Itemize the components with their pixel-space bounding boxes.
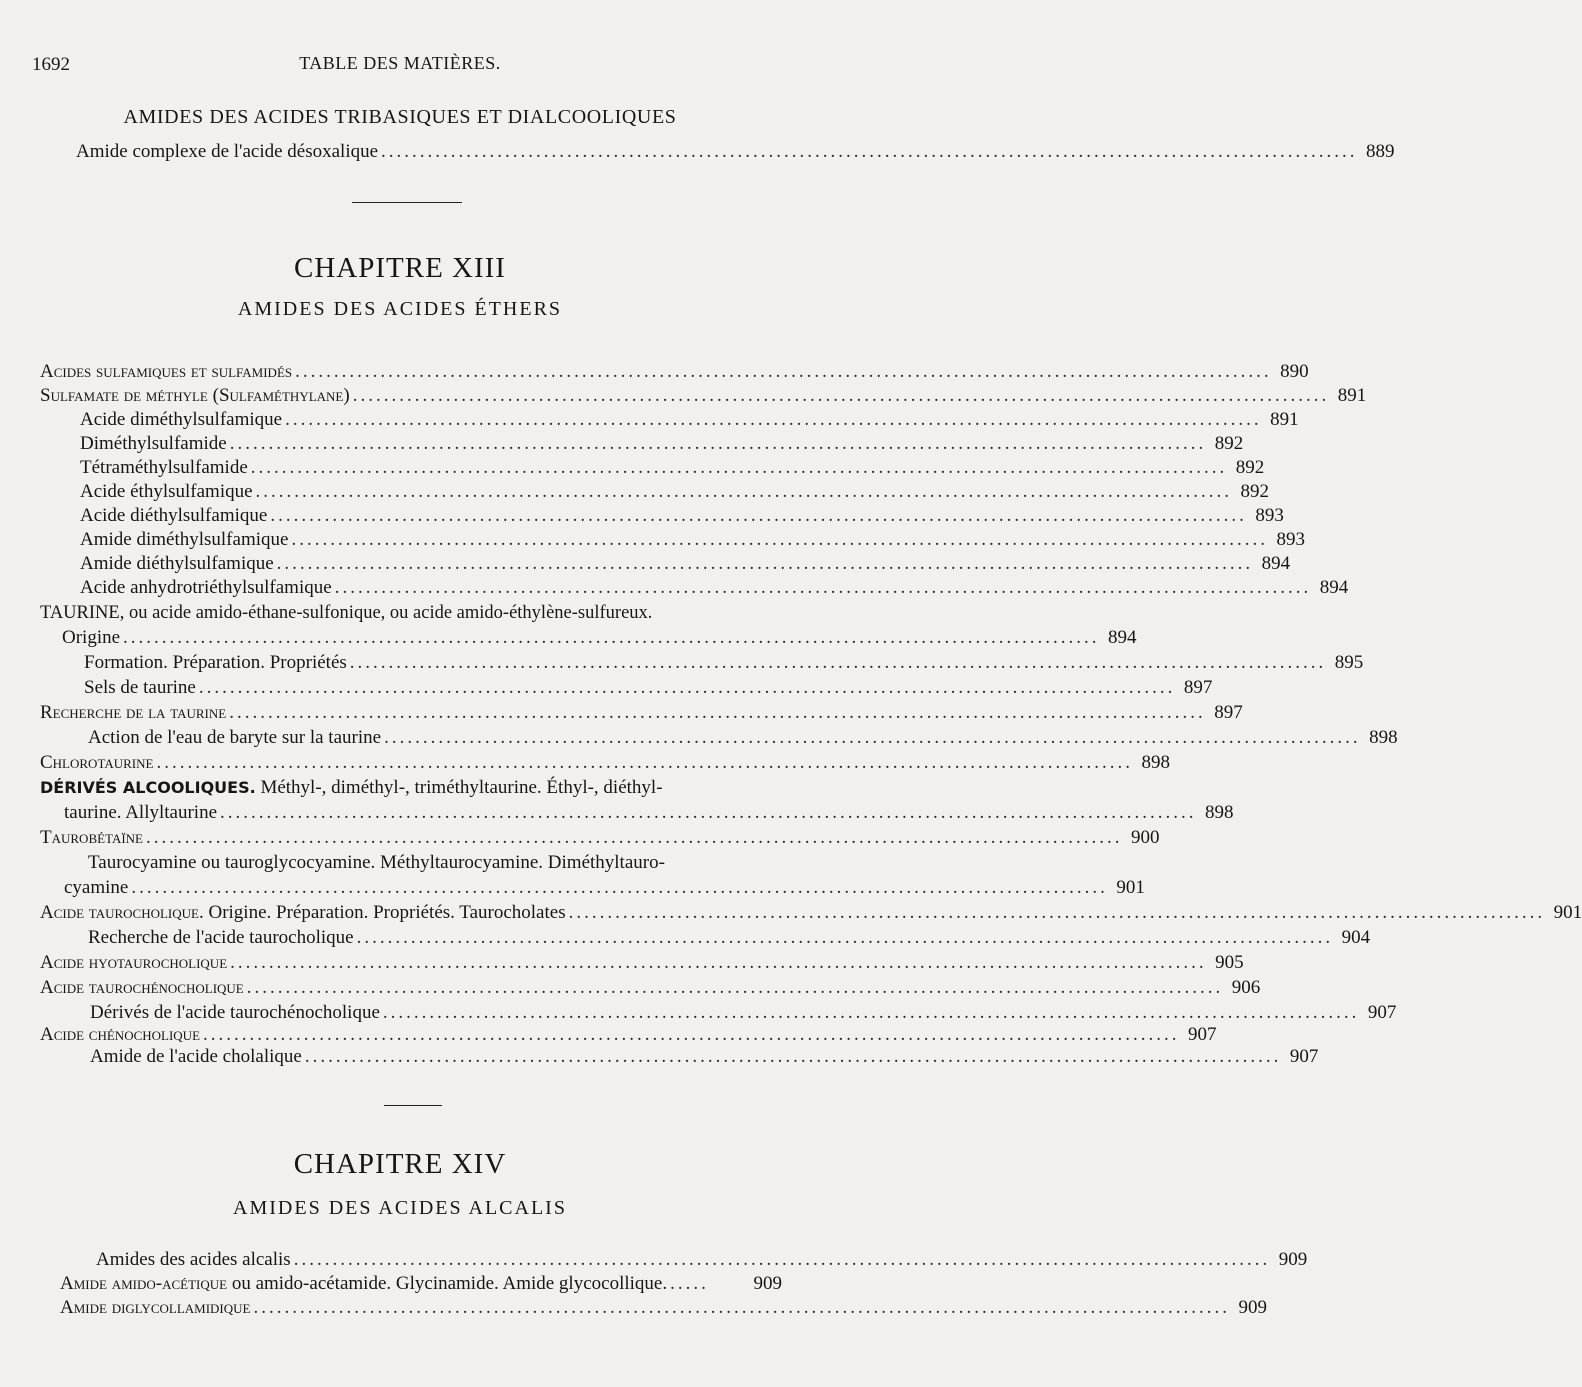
toc-entry-label: Acide diméthylsulfamique — [80, 409, 283, 430]
dot-leader: .............................................................................................................................. — [381, 141, 1358, 162]
dot-leader: .............................................................................................................................. — [295, 361, 1272, 382]
dot-leader: .............................................................................................................................. — [384, 727, 1361, 748]
toc-entry — [40, 751, 1170, 775]
toc-entry — [80, 528, 1305, 552]
toc-entry-label-sc: Acide taurocholique. — [40, 902, 204, 923]
toc-entry-page: 898 — [1141, 752, 1170, 773]
toc-entry-label: Amides des acides alcalis — [96, 1249, 291, 1270]
toc-entry — [90, 1045, 1319, 1069]
toc-entry — [64, 801, 1234, 825]
toc-entry-label — [40, 901, 566, 925]
toc-entry — [80, 576, 1349, 600]
dot-leader: .............................................................................................................................. — [334, 577, 1312, 598]
toc-entry — [96, 1248, 1308, 1272]
toc-entry — [60, 1296, 1267, 1320]
dot-leader: .............................................................................................................................. — [255, 481, 1233, 502]
dot-leader: .............................................................................................................................. — [146, 827, 1123, 848]
toc-entry-page: 897 — [1183, 677, 1213, 698]
toc-entry-label: Amide complexe de l'acide désoxalique — [76, 141, 379, 162]
toc-entry-label: taurine. Allyltaurine — [64, 802, 218, 823]
toc-entry-label: Origine — [62, 627, 121, 648]
toc-entry-page: 905 — [1215, 952, 1244, 973]
toc-entry — [40, 951, 1244, 975]
toc-entry-page: 893 — [1276, 529, 1305, 550]
toc-entry-page: 909 — [753, 1273, 782, 1294]
chapter-title-13: CHAPITRE XIII — [294, 252, 506, 284]
toc-entry-page: 904 — [1341, 927, 1371, 948]
section-divider — [352, 202, 462, 203]
dot-leader: .............................................................................................................................. — [568, 902, 1546, 923]
toc-entry — [84, 676, 1213, 700]
toc-entry-page: 901 — [1553, 902, 1582, 923]
toc-entry — [88, 926, 1371, 950]
toc-entry — [80, 432, 1244, 456]
toc-entry-page: 907 — [1188, 1024, 1217, 1045]
toc-entry-page: 890 — [1280, 361, 1309, 382]
toc-entry-page: 909 — [1278, 1249, 1308, 1270]
dot-leader: .............................................................................................................................. — [123, 627, 1100, 648]
toc-entry-page: 897 — [1214, 702, 1243, 723]
toc-entry-label: Amide de l'acide cholalique — [90, 1046, 302, 1067]
dot-leader: .............................................................................................................................. — [349, 652, 1327, 673]
toc-entry-label: Sels de taurine — [84, 677, 196, 698]
toc-entry-page: 901 — [1116, 877, 1145, 898]
toc-entry — [62, 626, 1137, 650]
toc-entry-page: 898 — [1369, 727, 1398, 748]
toc-entry-page: 894 — [1261, 553, 1291, 574]
dot-leader: .............................................................................................................................. — [156, 752, 1133, 773]
dot-leader: .............................................................................................................................. — [229, 433, 1207, 454]
section-divider — [384, 1105, 442, 1106]
toc-entry-page: 892 — [1214, 433, 1244, 454]
toc-entry-page: 893 — [1255, 505, 1284, 526]
toc-entry-label-sc: Amide amido-acétique — [60, 1273, 228, 1294]
toc-entry — [80, 552, 1291, 576]
toc-entry-label: Acides sulfamiques et sulfamidés — [40, 361, 293, 382]
dot-leader: .............................................................................................................................. — [198, 677, 1176, 698]
chapter-subtitle-14: AMIDES DES ACIDES ALCALIS — [233, 1197, 567, 1219]
dot-leader: .............................................................................................................................. — [285, 409, 1262, 430]
dot-leader: .............................................................................................................................. — [270, 505, 1247, 526]
toc-entry-page: 907 — [1289, 1046, 1319, 1067]
toc-entry-label: Acide chénocholique — [40, 1024, 201, 1045]
toc-entry-label — [60, 1272, 667, 1296]
toc-entry — [80, 456, 1265, 480]
dot-leader: .............................................................................................................................. — [250, 457, 1228, 478]
dot-leader: .............................................................................................................................. — [356, 927, 1334, 948]
dot-leader: .............................................................................................................................. — [293, 1249, 1271, 1270]
toc-entry — [40, 976, 1261, 1000]
section-heading-tribasic: AMIDES DES ACIDES TRIBASIQUES ET DIALCOOLIQUES — [123, 106, 677, 128]
toc-entry-label-rest: ou amido-acétamide. Glycinamide. Amide glycocollique. — [227, 1273, 668, 1294]
toc-entry-page: 898 — [1205, 802, 1234, 823]
toc-entry — [40, 1023, 1217, 1047]
toc-entry-label: Formation. Préparation. Propriétés — [84, 652, 347, 673]
dot-leader: .............................................................................................................................. — [304, 1046, 1282, 1067]
toc-entry-page: 891 — [1337, 385, 1367, 406]
toc-entry-page: 900 — [1131, 827, 1160, 848]
toc-entry-label: Sulfamate de méthyle (Sulfaméthylane) — [40, 385, 350, 406]
toc-entry-label: Acide hyotaurocholique — [40, 952, 228, 973]
toc-entry-line — [40, 776, 663, 800]
toc-entry-label: Amide diméthylsulfamique — [80, 529, 289, 550]
toc-entry-label: cyamine — [64, 877, 129, 898]
toc-entry-label-rest: Origine. Préparation. Propriétés. Taurocholates — [203, 902, 566, 923]
toc-entry-label: Acide éthylsulfamique — [80, 481, 253, 502]
toc-entry-page: 891 — [1270, 409, 1299, 430]
toc-entry — [80, 480, 1270, 504]
toc-entry — [76, 140, 1395, 164]
dot-leader: .............................................................................................................................. — [276, 553, 1254, 574]
toc-entry-label: Taurobétaïne — [40, 827, 143, 848]
toc-entry-label: Action de l'eau de baryte sur la taurine — [88, 727, 382, 748]
toc-entry-page: 895 — [1334, 652, 1364, 673]
toc-entry — [40, 360, 1309, 384]
toc-entry-label: Amide diglycollamidique — [60, 1297, 251, 1318]
toc-entry — [80, 408, 1299, 432]
toc-entry-label: Recherche de la taurine — [40, 702, 227, 723]
toc-entry — [80, 504, 1284, 528]
dot-leader: ..... — [670, 1273, 709, 1294]
chapter-title-14: CHAPITRE XIV — [293, 1148, 507, 1180]
toc-entry-page: 892 — [1235, 457, 1265, 478]
toc-entry — [60, 1272, 782, 1296]
toc-entry-page: 907 — [1367, 1002, 1397, 1023]
toc-entry-label: Chlorotaurine — [40, 752, 154, 773]
toc-entry-text: Méthyl-, diméthyl-, triméthyltaurine. Éthyl-, diéthyl- — [255, 777, 663, 798]
toc-entry-page: 894 — [1108, 627, 1137, 648]
toc-entry — [40, 901, 1582, 925]
page-number: 1692 — [32, 54, 70, 75]
toc-entry-label: Acide diéthylsulfamique — [80, 505, 268, 526]
dot-leader: .............................................................................................................................. — [229, 702, 1206, 723]
toc-entry-page: 906 — [1231, 977, 1261, 998]
toc-entry-line: Taurocyamine ou tauroglycocyamine. Méthyltaurocyamine. Diméthyltauro- — [88, 852, 665, 873]
toc-entry-label: Recherche de l'acide taurocholique — [88, 927, 354, 948]
dot-leader: .............................................................................................................................. — [352, 385, 1330, 406]
toc-entry — [40, 384, 1367, 408]
toc-entry — [88, 726, 1398, 750]
bold-heading: DÉRIVÉS ALCOOLIQUES. — [40, 778, 256, 797]
dot-leader: .............................................................................................................................. — [220, 802, 1197, 823]
chapter-subtitle-13: AMIDES DES ACIDES ÉTHERS — [237, 298, 563, 320]
toc-entry-label: Amide diéthylsulfamique — [80, 553, 274, 574]
toc-entry — [84, 651, 1364, 675]
dot-leader: .............................................................................................................................. — [131, 877, 1108, 898]
toc-entry-line: TAURINE, ou acide amido-éthane-sulfonique, ou acide amido-éthylène-sulfureux. — [40, 603, 653, 623]
toc-entry — [40, 826, 1160, 850]
toc-entry — [90, 1001, 1397, 1025]
dot-leader: .............................................................................................................................. — [382, 1002, 1360, 1023]
toc-entry-page: 889 — [1366, 141, 1395, 162]
toc-entry-label: Acide taurochénocholique — [40, 977, 244, 998]
dot-leader: .............................................................................................................................. — [253, 1297, 1230, 1318]
toc-entry-label: Diméthylsulfamide — [80, 433, 227, 454]
dot-leader: .............................................................................................................................. — [291, 529, 1268, 550]
toc-entry — [40, 701, 1243, 725]
toc-entry-page: 909 — [1238, 1297, 1267, 1318]
toc-entry-label: Tétraméthylsulfamide — [80, 457, 248, 478]
dot-leader: .............................................................................................................................. — [230, 952, 1207, 973]
toc-entry-page: 892 — [1240, 481, 1270, 502]
toc-entry — [64, 876, 1145, 900]
dot-leader: .............................................................................................................................. — [246, 977, 1224, 998]
toc-entry-label: Acide anhydrotriéthylsulfamique — [80, 577, 332, 598]
toc-entry-label: Dérivés de l'acide taurochénocholique — [90, 1002, 380, 1023]
toc-entry-page: 894 — [1319, 577, 1349, 598]
dot-leader: .............................................................................................................................. — [203, 1024, 1180, 1045]
running-title: TABLE DES MATIÈRES. — [299, 53, 501, 73]
